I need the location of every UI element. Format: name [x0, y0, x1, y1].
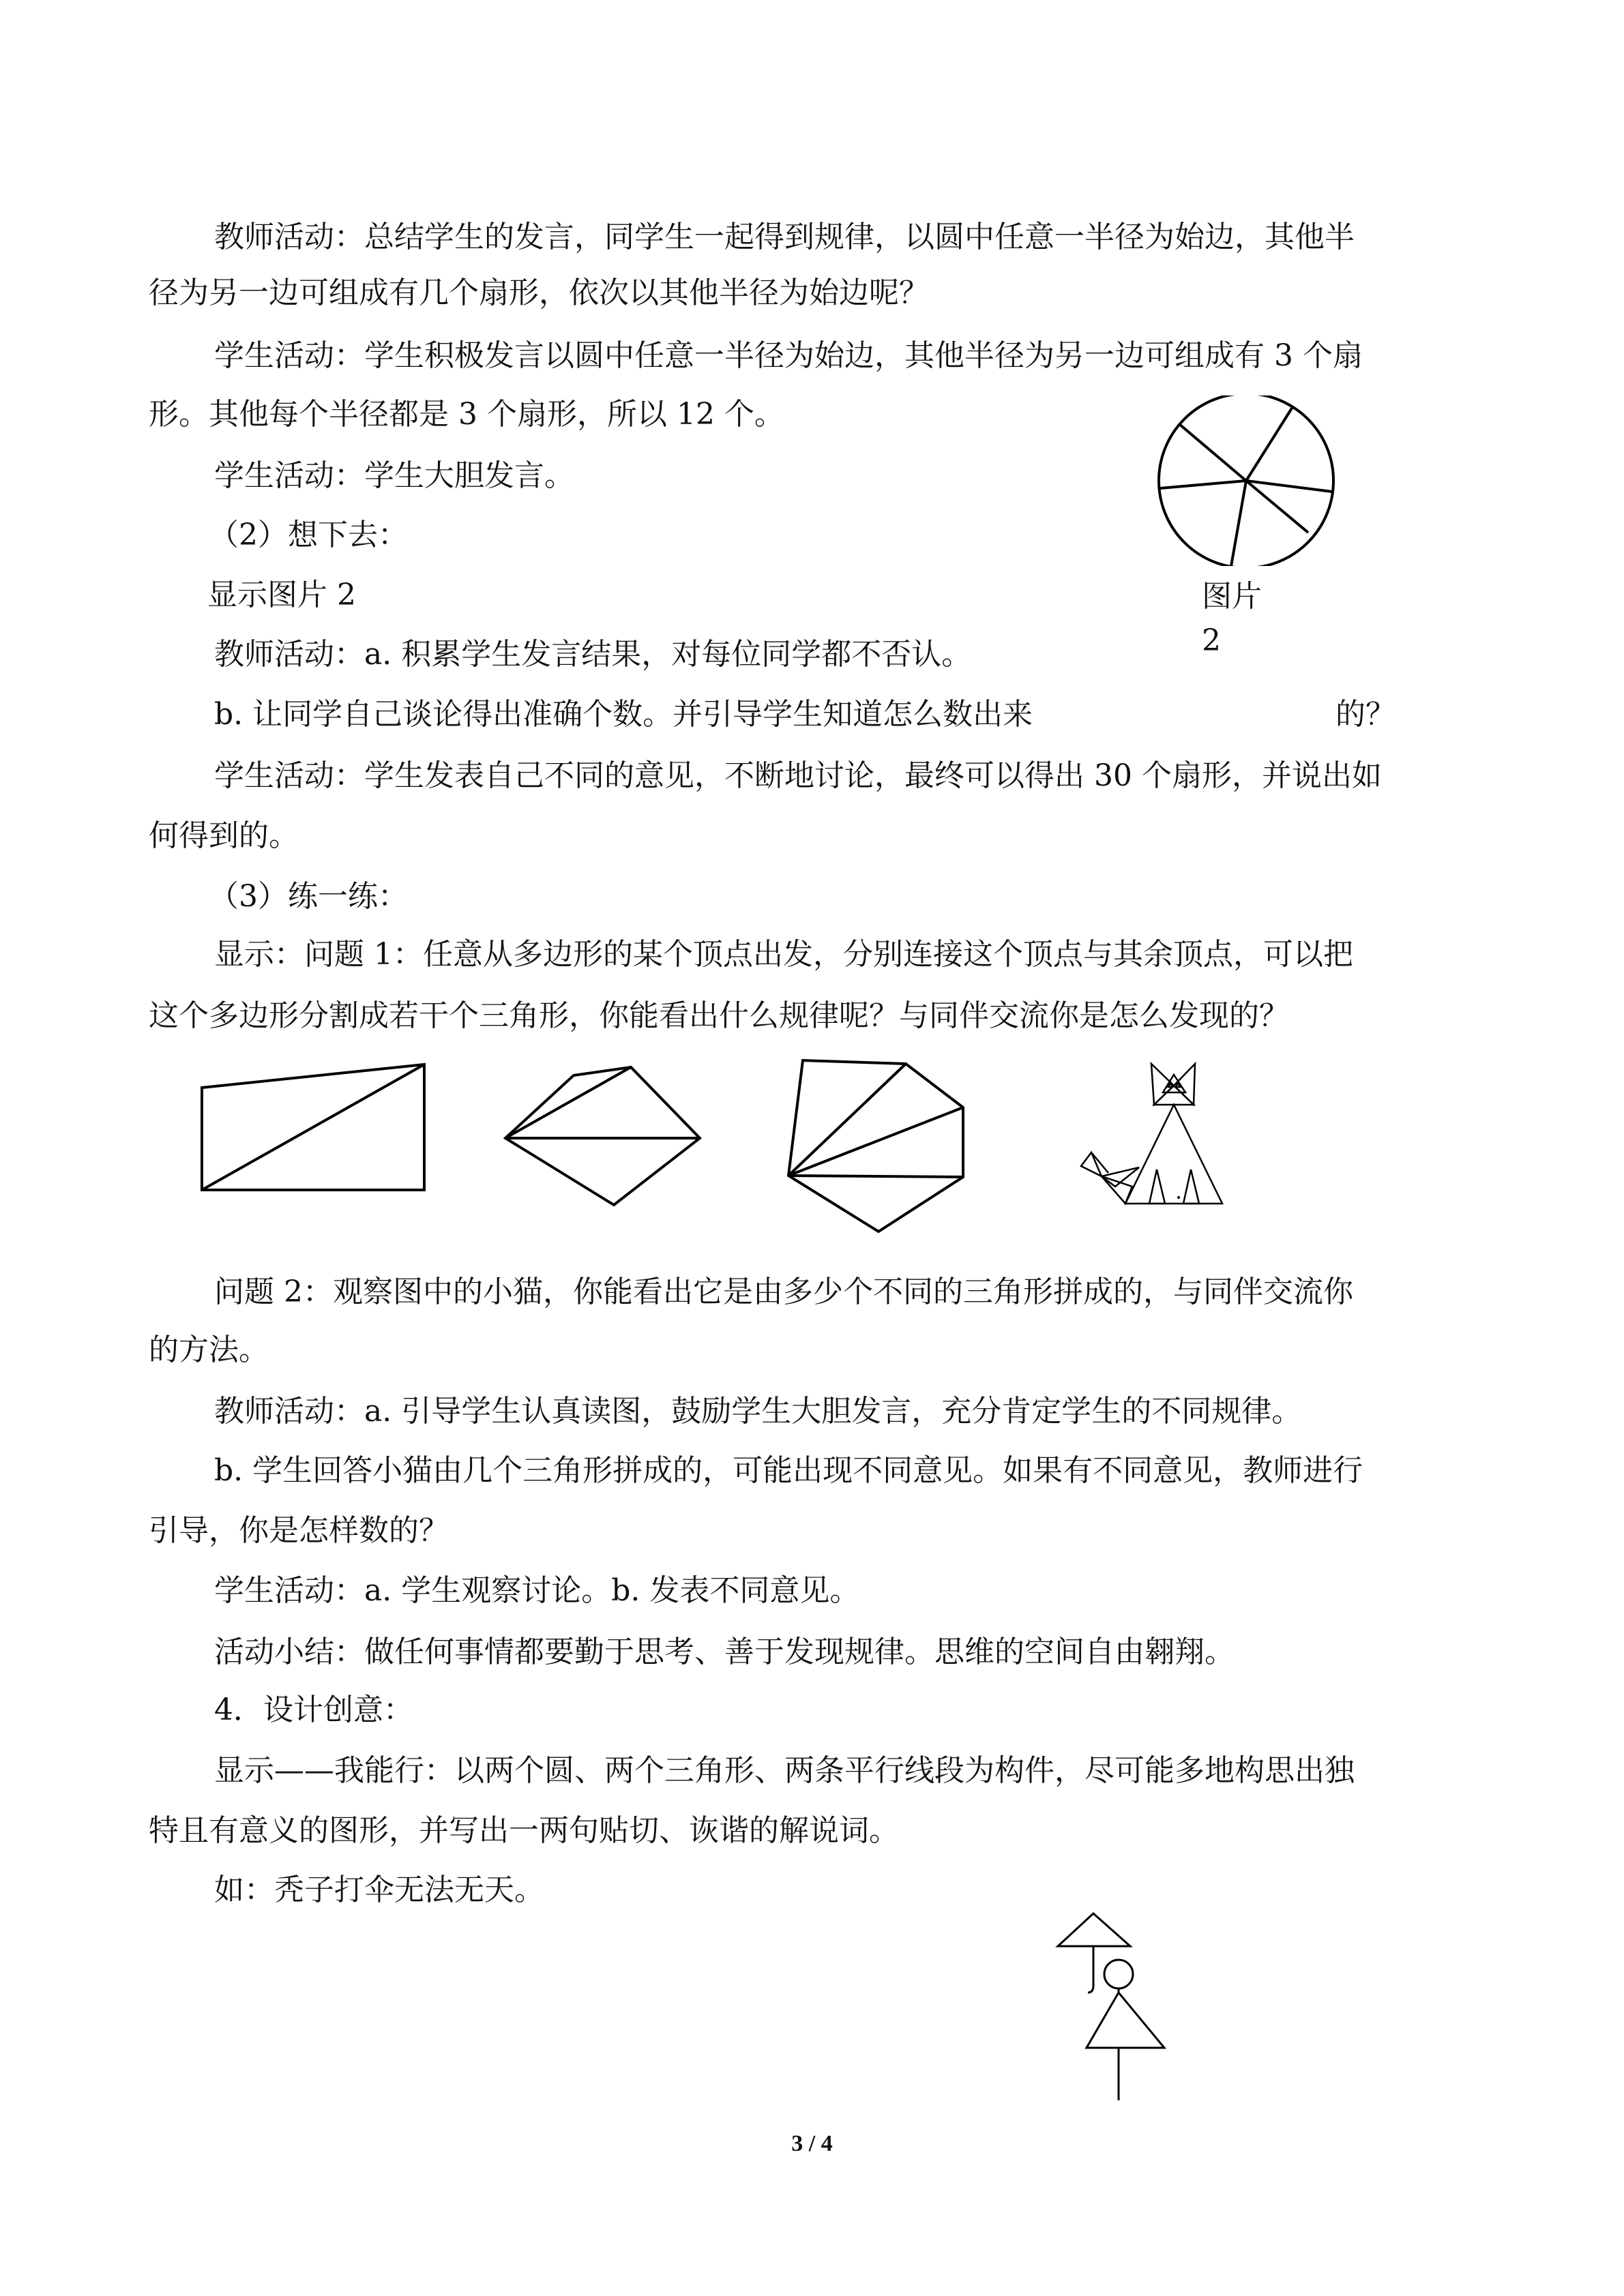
paragraph-line: 显示——我能行：以两个圆、两个三角形、两条平行线段为构件，尽可能多地构思出独 — [214, 1753, 1355, 1788]
triangle-cat-figure — [1078, 1043, 1303, 1207]
paragraph-line: 何得到的。 — [149, 818, 299, 853]
figure-caption: 2 — [1202, 623, 1221, 658]
section-heading: 4．设计创意： — [214, 1693, 413, 1727]
paragraph-line: 的方法。 — [149, 1332, 269, 1367]
hexagon-figure — [784, 1057, 975, 1234]
paragraph-line: b. 学生回答小猫由几个三角形拼成的，可能出现不同意见。如果有不同意见，教师进行 — [214, 1453, 1363, 1488]
paragraph-line: 显示：问题 1：任意从多边形的某个顶点出发，分别连接这个顶点与其余顶点，可以把 — [214, 937, 1353, 972]
paragraph-line: 学生活动：学生发表自己不同的意见，不断地讨论，最终可以得出 30 个扇形，并说出如 — [214, 758, 1382, 793]
paragraph-line: b. 让同学自己谈论得出准确个数。并引导学生知道怎么数出来 — [214, 697, 1033, 732]
paragraph-line: 引导，你是怎样数的？ — [149, 1513, 449, 1548]
quadrilateral-figure — [198, 1060, 430, 1204]
paragraph-line: 问题 2：观察图中的小猫，你能看出它是由多少个不同的三角形拼成的，与同伴交流你 — [214, 1274, 1353, 1309]
paragraph-line: 径为另一边可组成有几个扇形，依次以其他半径为始边呢？ — [149, 275, 929, 310]
paragraph-line: 学生活动：学生积极发言以圆中任意一半径为始边，其他半径为另一边可组成有 3 个扇 — [214, 338, 1363, 373]
paragraph-line: 学生活动：a. 学生观察讨论。b. 发表不同意见。 — [214, 1573, 860, 1608]
pentagon-figure — [501, 1060, 706, 1210]
paragraph-line: 的？ — [1335, 697, 1396, 732]
paragraph-line: 这个多边形分割成若干个三角形，你能看出什么规律呢？与同伴交流你是怎么发现的？ — [149, 998, 1289, 1033]
paragraph-line: 教师活动：a. 积累学生发言结果，对每位同学都不否认。 — [214, 637, 972, 672]
paragraph-line: 如：秃子打伞无法无天。 — [214, 1873, 544, 1907]
paragraph-line: 学生活动：学生大胆发言。 — [214, 458, 574, 493]
paragraph-line: 特且有意义的图形，并写出一两句贴切、诙谐的解说词。 — [149, 1813, 899, 1848]
umbrella-man-figure — [1054, 1909, 1177, 2107]
paragraph-line: 活动小结：做任何事情都要勤于思考、善于发现规律。思维的空间自由翱翔。 — [214, 1635, 1235, 1669]
paragraph-line: 教师活动：a. 引导学生认真读图，鼓励学生大胆发言，充分肯定学生的不同规律。 — [214, 1394, 1302, 1429]
section-heading: （2）想下去： — [209, 518, 408, 552]
paragraph-line: 形。其他每个半径都是 3 个扇形，所以 12 个。 — [149, 397, 784, 432]
page-number: 3 / 4 — [791, 2131, 833, 2156]
circle-figure — [1153, 396, 1344, 566]
section-heading: （3）练一练： — [209, 879, 408, 914]
paragraph-line: 教师活动：总结学生的发言，同学生一起得到规律，以圆中任意一半径为始边，其他半 — [214, 220, 1355, 254]
figure-caption: 图片 — [1202, 579, 1262, 614]
paragraph-line: 显示图片 2 — [207, 578, 356, 612]
